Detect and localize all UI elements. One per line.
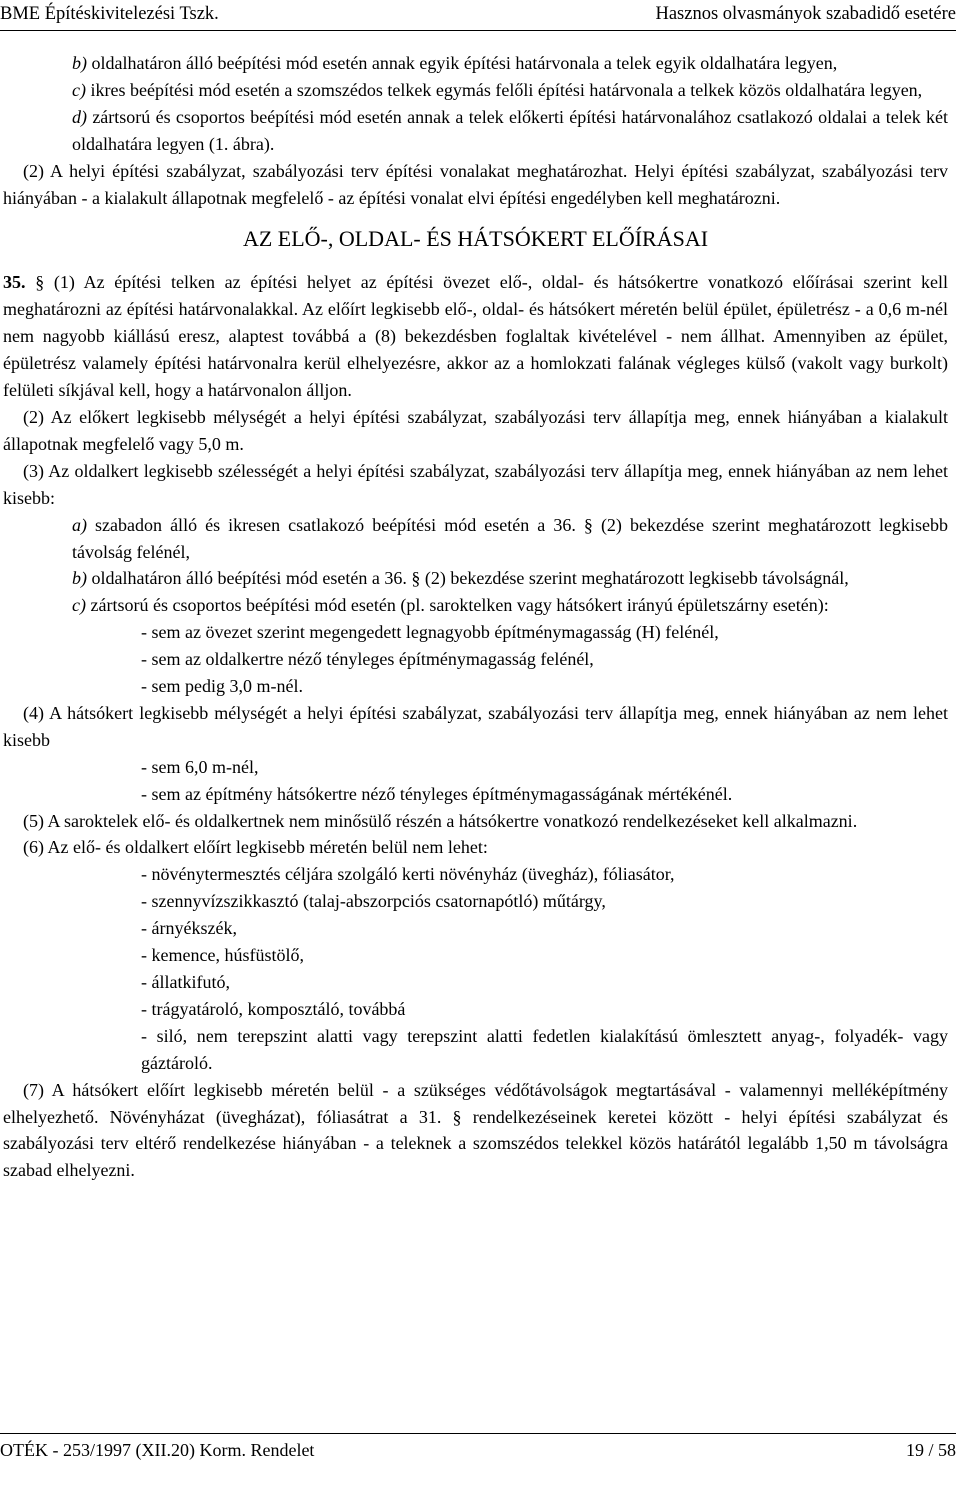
list-label-d: d)	[72, 106, 87, 127]
list-text-3a: szabadon álló és ikresen csatlakozó beépítési mód esetén a 36. § (2) bekezdése szerint meghatározott legkisebb távolság felénél,	[72, 514, 948, 562]
header-right-text: Hasznos olvasmányok szabadidő esetére	[655, 4, 956, 24]
section-35-p1-text: § (1) Az építési telken az építési helyet az építési övezet elő-, oldal- és hátsókertre vonatkozó előírásai szerint kell meghatározni az építési határvonalakkal. Az előírt legkisebb elő-, oldal- és hátsókert méretén belül épület, épületrész - a 0,6 m-nél nem nagyobb kiállású eresz, alaptest továbbá a (8) bekezdésben foglaltak kivételével - nem állhat. Amennyiben az épület, épületrész valamely építési határvonalra kerül elhelyezésre, akkor az a homlokzati falának végleges külső (vakolt vagy burkolt) felületi síkjával kell, hogy a határvonalon álljon.	[3, 272, 948, 401]
dash-item: - sem az építmény hátsókertre néző tényleges építménymagasságának mértékénél.	[141, 783, 733, 804]
list-item-3c	[3, 592, 948, 619]
section-35-paragraph-6: (6) Az elő- és oldalkert előírt legkisebb méretén belül nem lehet:	[23, 837, 488, 858]
dash-item: - trágyatároló, komposztáló, továbbá	[141, 998, 406, 1019]
section-35-paragraph-3: (3) Az oldalkert legkisebb szélességét a helyi építési szabályzat, szabályozási terv állapítja meg, ennek hiányában az nem lehet kisebb:	[3, 460, 948, 508]
footer-left-text: OTÉK - 253/1997 (XII.20) Korm. Rendelet	[0, 1440, 315, 1460]
dash-item: - sem az oldalkertre néző tényleges építménymagasság felénél,	[141, 649, 594, 670]
dash-item: - siló, nem terepszint alatti vagy terepszint alatti fedetlen kialakítású ömlesztett anyag-, folyadék- vagy gáztároló.	[141, 1025, 948, 1073]
list-text-3c: zártsorú és csoportos beépítési mód esetén (pl. saroktelken vagy hátsókert irányú épületszárny esetén):	[85, 595, 829, 616]
list-item-3b	[3, 565, 948, 592]
page-number: 19 / 58	[905, 1440, 956, 1460]
list-text-3b: oldalhatáron álló beépítési mód esetén a 36. § (2) bekezdése szerint meghatározott legkisebb távolságnál,	[87, 568, 849, 589]
dash-item: - állatkifutó,	[141, 972, 230, 992]
dash-item: - sem 6,0 m-nél,	[141, 756, 259, 777]
section-35-paragraph-7: (7) A hátsókert előírt legkisebb méretén belül - a szükséges védőtávolságok megtartásával - valamennyi melléképítmény elhelyezhető. Növényházat (üvegházat), fóliasátrat a 31. § rendelkezéseinek keretei között - helyi építési szabályzat és szabályozási terv eltérő rendelkezése hiányában - a teleknek a szomszédos telekkel közös határától legalább 1,50 m távolságra szabad elhelyezni.	[3, 1079, 948, 1181]
list-item-3a	[3, 512, 948, 566]
section-35-paragraph-4: (4) A hátsókert legkisebb mélységét a helyi építési szabályzat, szabályozási terv állapítja meg, ennek hiányában az nem lehet kisebb	[3, 702, 948, 750]
section-35-paragraph-1	[3, 269, 948, 404]
list-item-d	[3, 104, 948, 158]
dash-item: - növénytermesztés céljára szolgáló kerti növényház (üvegház), fóliasátor,	[141, 864, 675, 885]
list-label-c: c)	[72, 79, 86, 100]
dash-item: - árnyékszék,	[141, 918, 237, 939]
header-left-text: BME Építéskivitelezési Tszk.	[0, 4, 219, 24]
list-text-b: oldalhatáron álló beépítési mód esetén annak egyik építési határvonala a telek egyik oldalhatára legyen,	[87, 53, 838, 73]
section-35-paragraph-5: (5) A saroktelek elő- és oldalkertnek nem minősülő részén a hátsókertre vonatkozó rendelkezéseket kell alkalmazni.	[23, 810, 858, 831]
dash-item: - kemence, húsfüstölő,	[141, 945, 304, 966]
list-text-d: zártsorú és csoportos beépítési mód esetén annak a telek előkerti építési határvonalához csatlakozó oldalai a telek két oldalhatára legyen (1. ábra).	[72, 106, 948, 154]
dash-item: - szennyvízszikkasztó (talaj-abszorpciós csatornapótló) műtárgy,	[141, 891, 606, 912]
list-item-c	[3, 77, 948, 104]
page-footer	[0, 1433, 956, 1466]
list-item-b	[3, 50, 948, 77]
document-body	[3, 50, 948, 1184]
list-label-3c: c)	[72, 595, 86, 616]
list-label-b: b)	[72, 53, 87, 73]
dash-item: - sem pedig 3,0 m-nél.	[141, 676, 303, 697]
dash-item: - sem az övezet szerint megengedett legnagyobb építménymagasság (H) felénél,	[141, 622, 719, 643]
list-text-c: ikres beépítési mód esetén a szomszédos telkek egymás felőli építési határvonala a telkek közös oldalhatára legyen,	[85, 79, 923, 100]
section-heading: AZ ELŐ-, OLDAL- ÉS HÁTSÓKERT ELŐÍRÁSAI	[242, 226, 709, 252]
paragraph-2: (2) A helyi építési szabályzat, szabályozási terv építési vonalakat meghatározhat. Helyi építési szabályzat, szabályozási terv hiányában - a kialakult állapotnak megfelelő - az építési vonalat elvi építési engedélyben kell meghatározni.	[3, 160, 948, 208]
list-label-3a: a)	[72, 514, 87, 535]
section-number: 35.	[3, 272, 26, 293]
section-35-paragraph-2: (2) Az előkert legkisebb mélységét a helyi építési szabályzat, szabályozási terv állapítja meg, ennek hiányában a kialakult állapotnak megfelelő vagy 5,0 m.	[3, 406, 948, 454]
page-header	[0, 0, 956, 31]
list-label-3b: b)	[72, 568, 87, 589]
